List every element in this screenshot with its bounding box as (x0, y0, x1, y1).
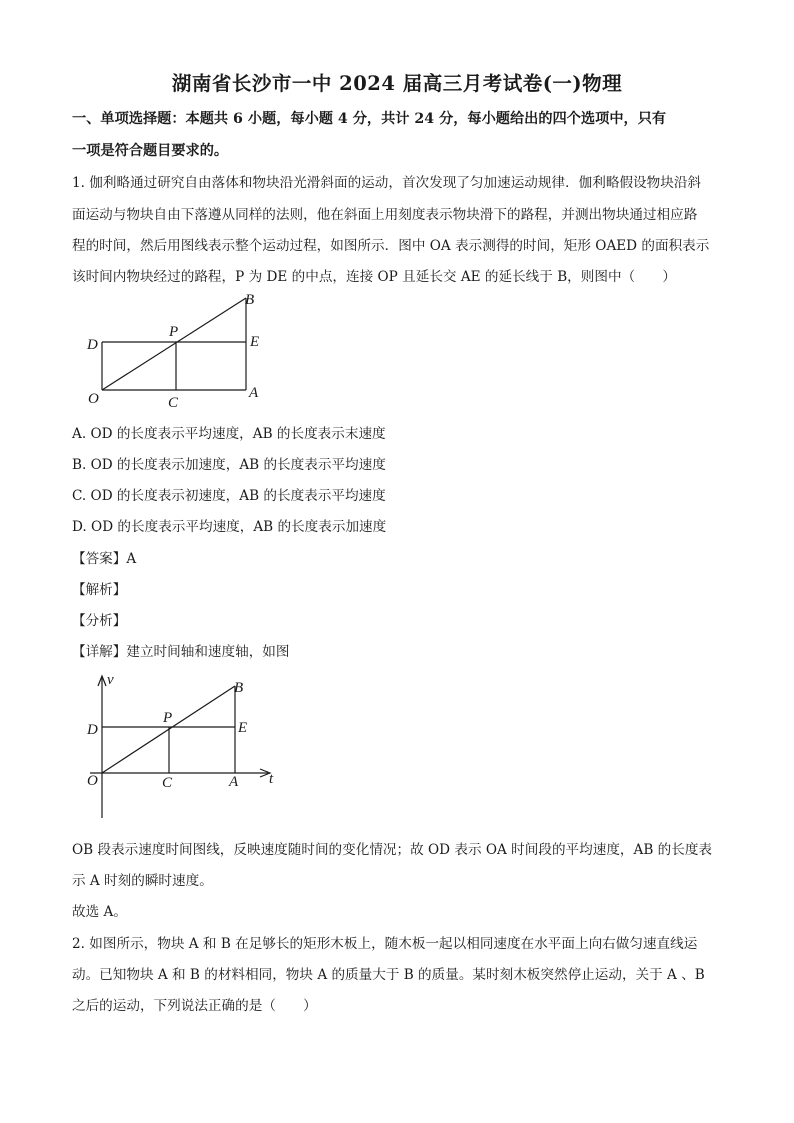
figure-1-diagram (80, 290, 280, 415)
answer-value: A (126, 551, 137, 567)
option-d: D. OD 的长度表示平均速度，AB 的长度表示加速度 (72, 519, 387, 535)
section-heading-line-2: 一项是符合题目要求的。 (72, 143, 229, 159)
question-2-line-2: 动。已知物块 A 和 B 的材料相同，物块 A 的质量大于 B 的质量。某时刻木板突然停止运动，关于 A 、B (72, 967, 705, 983)
question-1-line-1: 1. 伽利略通过研究自由落体和物块沿光滑斜面的运动，首次发现了匀加速运动规律．伽利略假设物块沿斜 (72, 175, 702, 191)
answer-tag: 【答案】 (72, 551, 127, 567)
figure-2-velocity-time-graph (80, 668, 290, 823)
fig1-label-A: A (249, 385, 259, 401)
section-heading-line-1: 一、单项选择题：本题共 6 小题，每小题 4 分，共计 24 分，每小题给出的四个选项中，只有 (72, 111, 667, 127)
fig2-label-t: t (269, 771, 274, 787)
fig1-label-E: E (250, 334, 260, 350)
fig1-label-C: C (168, 395, 179, 411)
fig1-label-O: O (88, 391, 99, 407)
question-1-line-2: 面运动与物块自由下落遵从同样的法则，他在斜面上用刻度表示物块滑下的路程，并测出物块通过相应路 (72, 207, 698, 223)
answer-line (72, 547, 136, 567)
option-b: B. OD 的长度表示加速度，AB 的长度表示平均速度 (72, 457, 386, 473)
detail-tag: 【详解】 (72, 644, 127, 660)
fig2-label-D: D (87, 722, 98, 738)
analysis-tag: 【解析】 (72, 582, 127, 598)
question-2-line-3: 之后的运动，下列说法正确的是（ ） (72, 998, 317, 1014)
detail-line (72, 640, 290, 660)
fig2-label-C: C (162, 775, 173, 791)
question-2-line-1: 2. 如图所示，物块 A 和 B 在足够长的矩形木板上，随木板一起以相同速度在水平面上向右做匀速直线运 (72, 936, 698, 952)
question-1-line-4: 该时间内物块经过的路程，P 为 DE 的中点，连接 OP 且延长交 AE 的延长线于 B，则图中（ ） (72, 269, 676, 285)
fig1-line-OB (102, 298, 246, 390)
explanation-line-1: OB 段表示速度时间图线，反映速度随时间的变化情况；故 OD 表示 OA 时间段的平均速度，AB 的长度表 (72, 842, 713, 858)
option-c: C. OD 的长度表示初速度，AB 的长度表示平均速度 (72, 488, 386, 504)
option-a: A. OD 的长度表示平均速度，AB 的长度表示末速度 (72, 426, 386, 442)
fenxi-tag: 【分析】 (72, 613, 127, 629)
detail-text: 建立时间轴和速度轴，如图 (126, 644, 290, 660)
fig2-label-P: P (163, 710, 173, 726)
explanation-line-2: 示 A 时刻的瞬时速度。 (72, 873, 213, 889)
conclusion: 故选 A。 (72, 904, 127, 920)
question-1-line-3: 程的时间，然后用图线表示整个运动过程，如图所示．图中 OA 表示测得的时间，矩形 OAED 的面积表示 (72, 238, 710, 254)
fig1-label-B: B (245, 292, 255, 308)
fig2-label-O: O (87, 773, 98, 789)
fig1-label-D: D (87, 337, 98, 353)
fig2-label-v: v (107, 672, 114, 688)
fig2-label-A: A (229, 774, 239, 790)
fig1-label-P: P (169, 324, 179, 340)
fig2-label-E: E (238, 720, 248, 736)
page-title: 湖南省长沙市一中 2024 届高三月考试卷(一)物理 (171, 72, 623, 95)
fig2-label-B: B (234, 680, 244, 696)
